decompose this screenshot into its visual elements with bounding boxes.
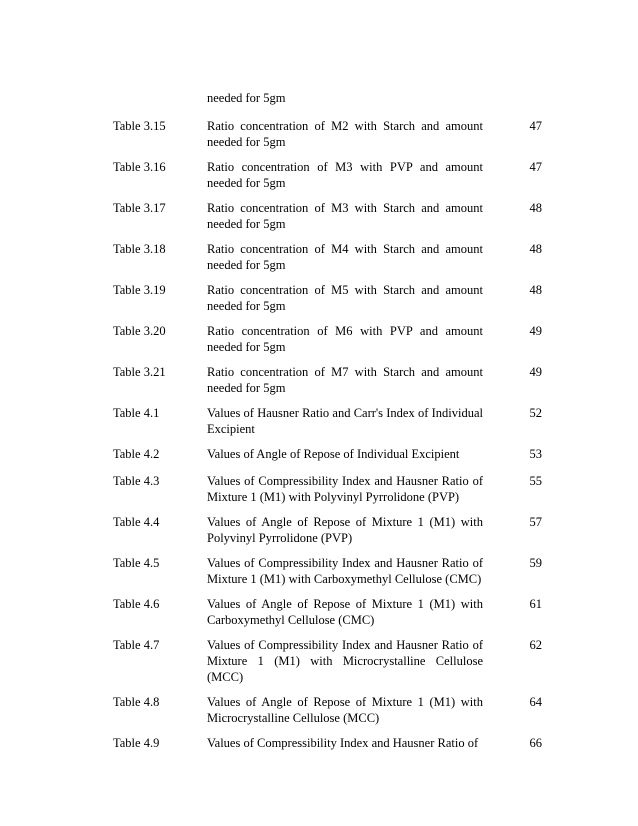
continued-entry-text: needed for 5gm — [207, 91, 286, 105]
page-number: 52 — [529, 406, 542, 420]
table-number: Table 4.4 — [113, 515, 160, 529]
table-number: Table 4.9 — [113, 736, 160, 750]
table-number: Table 3.19 — [113, 283, 166, 297]
page-number: 48 — [529, 201, 542, 215]
list-of-tables — [0, 118, 638, 762]
table-number: Table 3.20 — [113, 324, 166, 338]
toc-entry — [0, 596, 638, 637]
toc-entry — [0, 159, 638, 200]
page-number: 57 — [529, 515, 542, 529]
page-number: 49 — [529, 324, 542, 338]
page-number: 66 — [529, 736, 542, 750]
table-title: Values of Compressibility Index and Hausner Ratio of Mixture 1 (M1) with Carboxymethyl Cellulose (CMC) — [207, 556, 483, 586]
toc-entry — [0, 323, 638, 364]
table-title: Ratio concentration of M2 with Starch and amount needed for 5gm — [207, 119, 483, 149]
table-title: Values of Angle of Repose of Individual Excipient — [207, 447, 460, 461]
table-number: Table 4.8 — [113, 695, 160, 709]
toc-entry — [0, 694, 638, 735]
table-title: Ratio concentration of M3 with Starch and amount needed for 5gm — [207, 201, 483, 231]
toc-entry — [0, 405, 638, 446]
table-title: Ratio concentration of M5 with Starch and amount needed for 5gm — [207, 283, 483, 313]
table-title: Values of Angle of Repose of Mixture 1 (M1) with Microcrystalline Cellulose (MCC) — [207, 695, 483, 725]
table-number: Table 3.18 — [113, 242, 166, 256]
table-number: Table 3.17 — [113, 201, 166, 215]
page-number: 61 — [529, 597, 542, 611]
toc-entry — [0, 241, 638, 282]
page-number: 55 — [529, 474, 542, 488]
page-number: 59 — [529, 556, 542, 570]
page-number: 48 — [529, 283, 542, 297]
toc-entry — [0, 473, 638, 514]
table-title: Ratio concentration of M3 with PVP and amount needed for 5gm — [207, 160, 483, 190]
toc-entry — [0, 555, 638, 596]
table-title: Ratio concentration of M6 with PVP and amount needed for 5gm — [207, 324, 483, 354]
table-title: Ratio concentration of M4 with Starch and amount needed for 5gm — [207, 242, 483, 272]
page-number: 48 — [529, 242, 542, 256]
table-title: Values of Hausner Ratio and Carr's Index of Individual Excipient — [207, 406, 483, 436]
table-title: Values of Compressibility Index and Hausner Ratio of — [207, 736, 479, 750]
table-number: Table 4.3 — [113, 474, 160, 488]
toc-entry — [0, 200, 638, 241]
table-number: Table 3.21 — [113, 365, 166, 379]
toc-entry — [0, 118, 638, 159]
page-number: 53 — [529, 447, 542, 461]
toc-entry — [0, 282, 638, 323]
table-number: Table 4.7 — [113, 638, 160, 652]
table-number: Table 4.1 — [113, 406, 160, 420]
page-number: 49 — [529, 365, 542, 379]
page-number: 62 — [529, 638, 542, 652]
page-number: 47 — [529, 119, 542, 133]
table-number: Table 3.15 — [113, 119, 166, 133]
table-number: Table 4.6 — [113, 597, 160, 611]
table-number: Table 4.2 — [113, 447, 160, 461]
table-number: Table 4.5 — [113, 556, 160, 570]
table-title: Ratio concentration of M7 with Starch and amount needed for 5gm — [207, 365, 483, 395]
toc-entry — [0, 446, 638, 473]
toc-entry — [0, 735, 638, 762]
page-number: 47 — [529, 160, 542, 174]
table-number: Table 3.16 — [113, 160, 166, 174]
toc-entry — [0, 637, 638, 694]
table-title: Values of Angle of Repose of Mixture 1 (M1) with Carboxymethyl Cellulose (CMC) — [207, 597, 483, 627]
table-title: Values of Compressibility Index and Hausner Ratio of Mixture 1 (M1) with Polyvinyl Pyrrolidone (PVP) — [207, 474, 483, 504]
table-title: Values of Angle of Repose of Mixture 1 (M1) with Polyvinyl Pyrrolidone (PVP) — [207, 515, 483, 545]
toc-entry — [0, 364, 638, 405]
page-number: 64 — [529, 695, 542, 709]
toc-entry — [0, 514, 638, 555]
table-title: Values of Compressibility Index and Hausner Ratio of Mixture 1 (M1) with Microcrystalline Cellulose (MCC) — [207, 638, 483, 684]
